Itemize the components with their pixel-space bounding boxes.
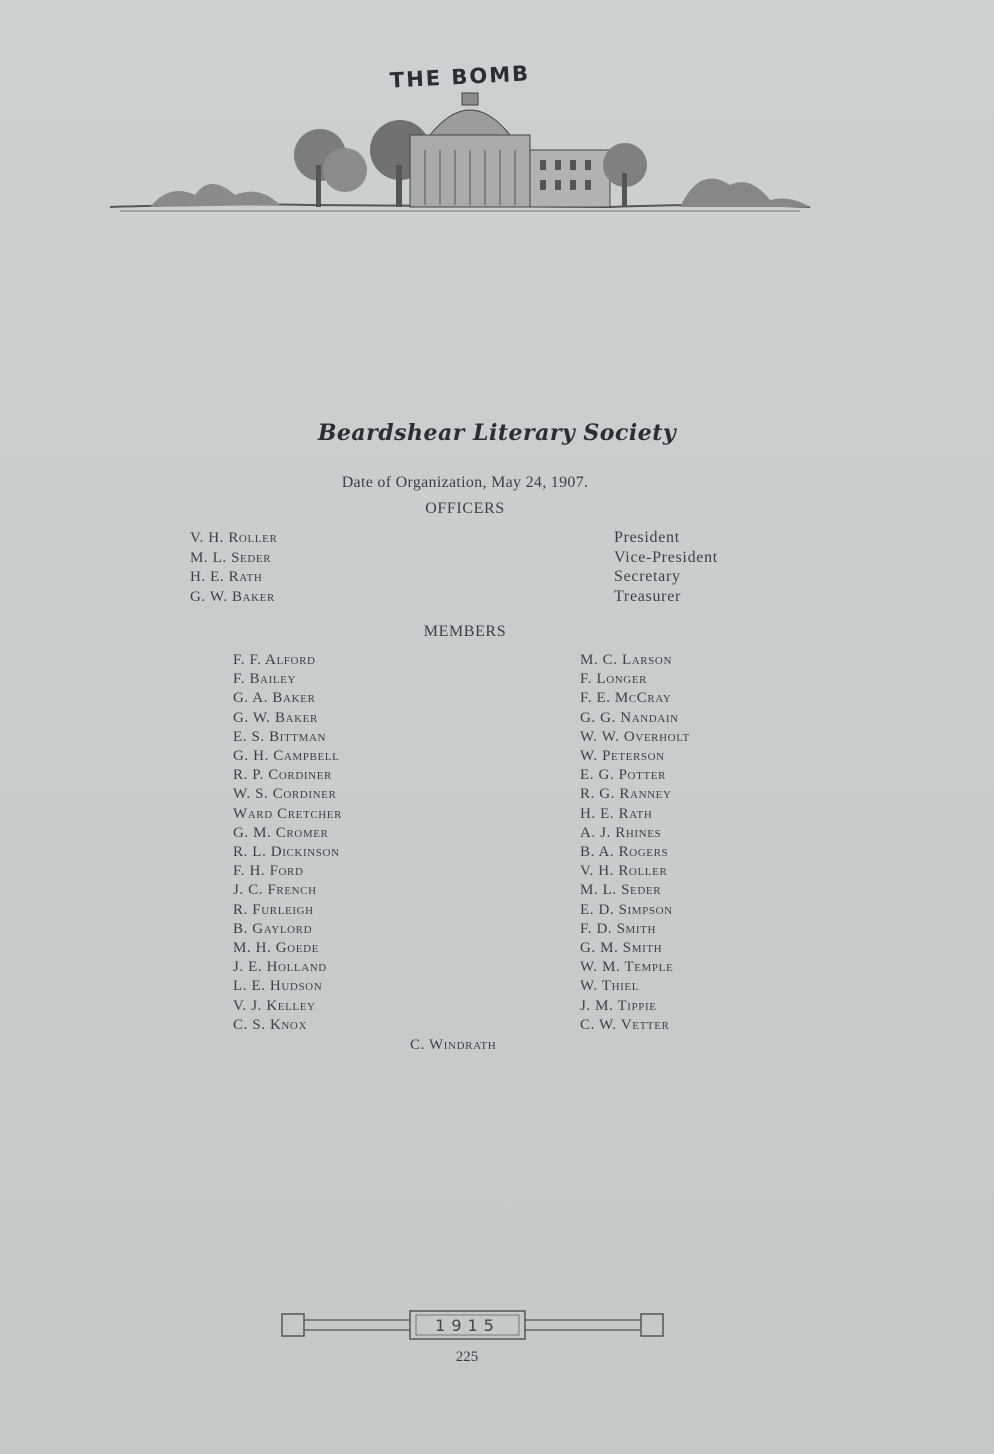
member-name: C. W. Vetter	[580, 1016, 670, 1033]
header-banner	[110, 55, 810, 220]
member-name: G. M. Cromer	[233, 824, 329, 841]
member-name: J. M. Tippie	[580, 997, 657, 1014]
member-name: M. C. Larson	[580, 652, 672, 668]
members-heading: MEMBERS	[423, 623, 507, 640]
member-name: F. Bailey	[233, 671, 297, 688]
officer-title: Vice-President	[614, 548, 718, 566]
member-name: F. Longer	[580, 671, 648, 688]
member-name: E. D. Simpson	[580, 901, 673, 918]
member-name: R. G. Ranney	[580, 786, 672, 803]
member-name: L. E. Hudson	[233, 978, 323, 995]
member-name: W. M. Temple	[580, 959, 674, 976]
member-name: G. G. Nandain	[580, 709, 679, 726]
member-name: F. E. McCray	[580, 690, 672, 707]
officer-title: President	[614, 529, 680, 546]
officer-title: Secretary	[614, 568, 681, 585]
member-name: B. Gaylord	[233, 920, 313, 937]
member-name: B. A. Rogers	[580, 844, 669, 861]
officer-titles	[614, 528, 718, 606]
member-name: A. J. Rhines	[580, 824, 662, 841]
campus-illustration	[110, 55, 810, 220]
footer-ornament	[280, 1308, 665, 1342]
member-name: M. L. Seder	[580, 882, 662, 899]
member-name: R. Furleigh	[233, 901, 314, 918]
member-name: H. E. Rath	[580, 805, 653, 822]
member-name: E. S. Bittman	[233, 728, 327, 745]
member-name: R. P. Cordiner	[233, 767, 332, 784]
member-name: J. E. Holland	[233, 959, 327, 976]
member-name: W. W. Overholt	[580, 728, 690, 745]
member-name: M. H. Goede	[233, 940, 319, 957]
officer-title: Treasurer	[614, 587, 682, 605]
member-name-last: C. Windrath	[410, 1037, 497, 1053]
member-name: G. H. Campbell	[233, 748, 340, 765]
member-name: V. J. Kelley	[233, 997, 316, 1014]
member-name: V. H. Roller	[580, 863, 668, 880]
member-name: G. W. Baker	[233, 709, 318, 726]
member-name: W. Peterson	[580, 748, 665, 765]
member-name: F. H. Ford	[233, 863, 304, 880]
member-name: F. D. Smith	[580, 920, 657, 937]
page-number: 225	[455, 1349, 479, 1365]
member-name: C. S. Knox	[233, 1016, 308, 1033]
officer-name: V. H. Roller	[190, 530, 278, 546]
member-name: W. S. Cordiner	[233, 786, 337, 803]
members-right-column	[580, 651, 690, 1035]
member-name: G. A. Baker	[233, 690, 316, 707]
member-name: G. M. Smith	[580, 940, 663, 957]
member-name: R. L. Dickinson	[233, 844, 340, 861]
banner-title: THE BOMB	[389, 61, 531, 93]
member-name: J. C. French	[233, 882, 317, 899]
organization-date: Date of Organization, May 24, 1907.	[341, 474, 589, 491]
officer-names	[190, 529, 277, 607]
members-left-column	[233, 651, 342, 1035]
officers-heading: OFFICERS	[425, 500, 505, 517]
member-name: E. G. Potter	[580, 767, 666, 784]
officer-name: H. E. Rath	[190, 569, 263, 585]
member-name: F. F. Alford	[233, 652, 316, 668]
officer-name: M. L. Seder	[190, 549, 272, 566]
member-name: Ward Cretcher	[233, 805, 343, 822]
officer-name: G. W. Baker	[190, 588, 275, 605]
society-title: Beardshear Literary Society	[317, 420, 677, 446]
member-name: W. Thiel	[580, 978, 640, 995]
footer-year: 1915	[435, 1316, 500, 1335]
